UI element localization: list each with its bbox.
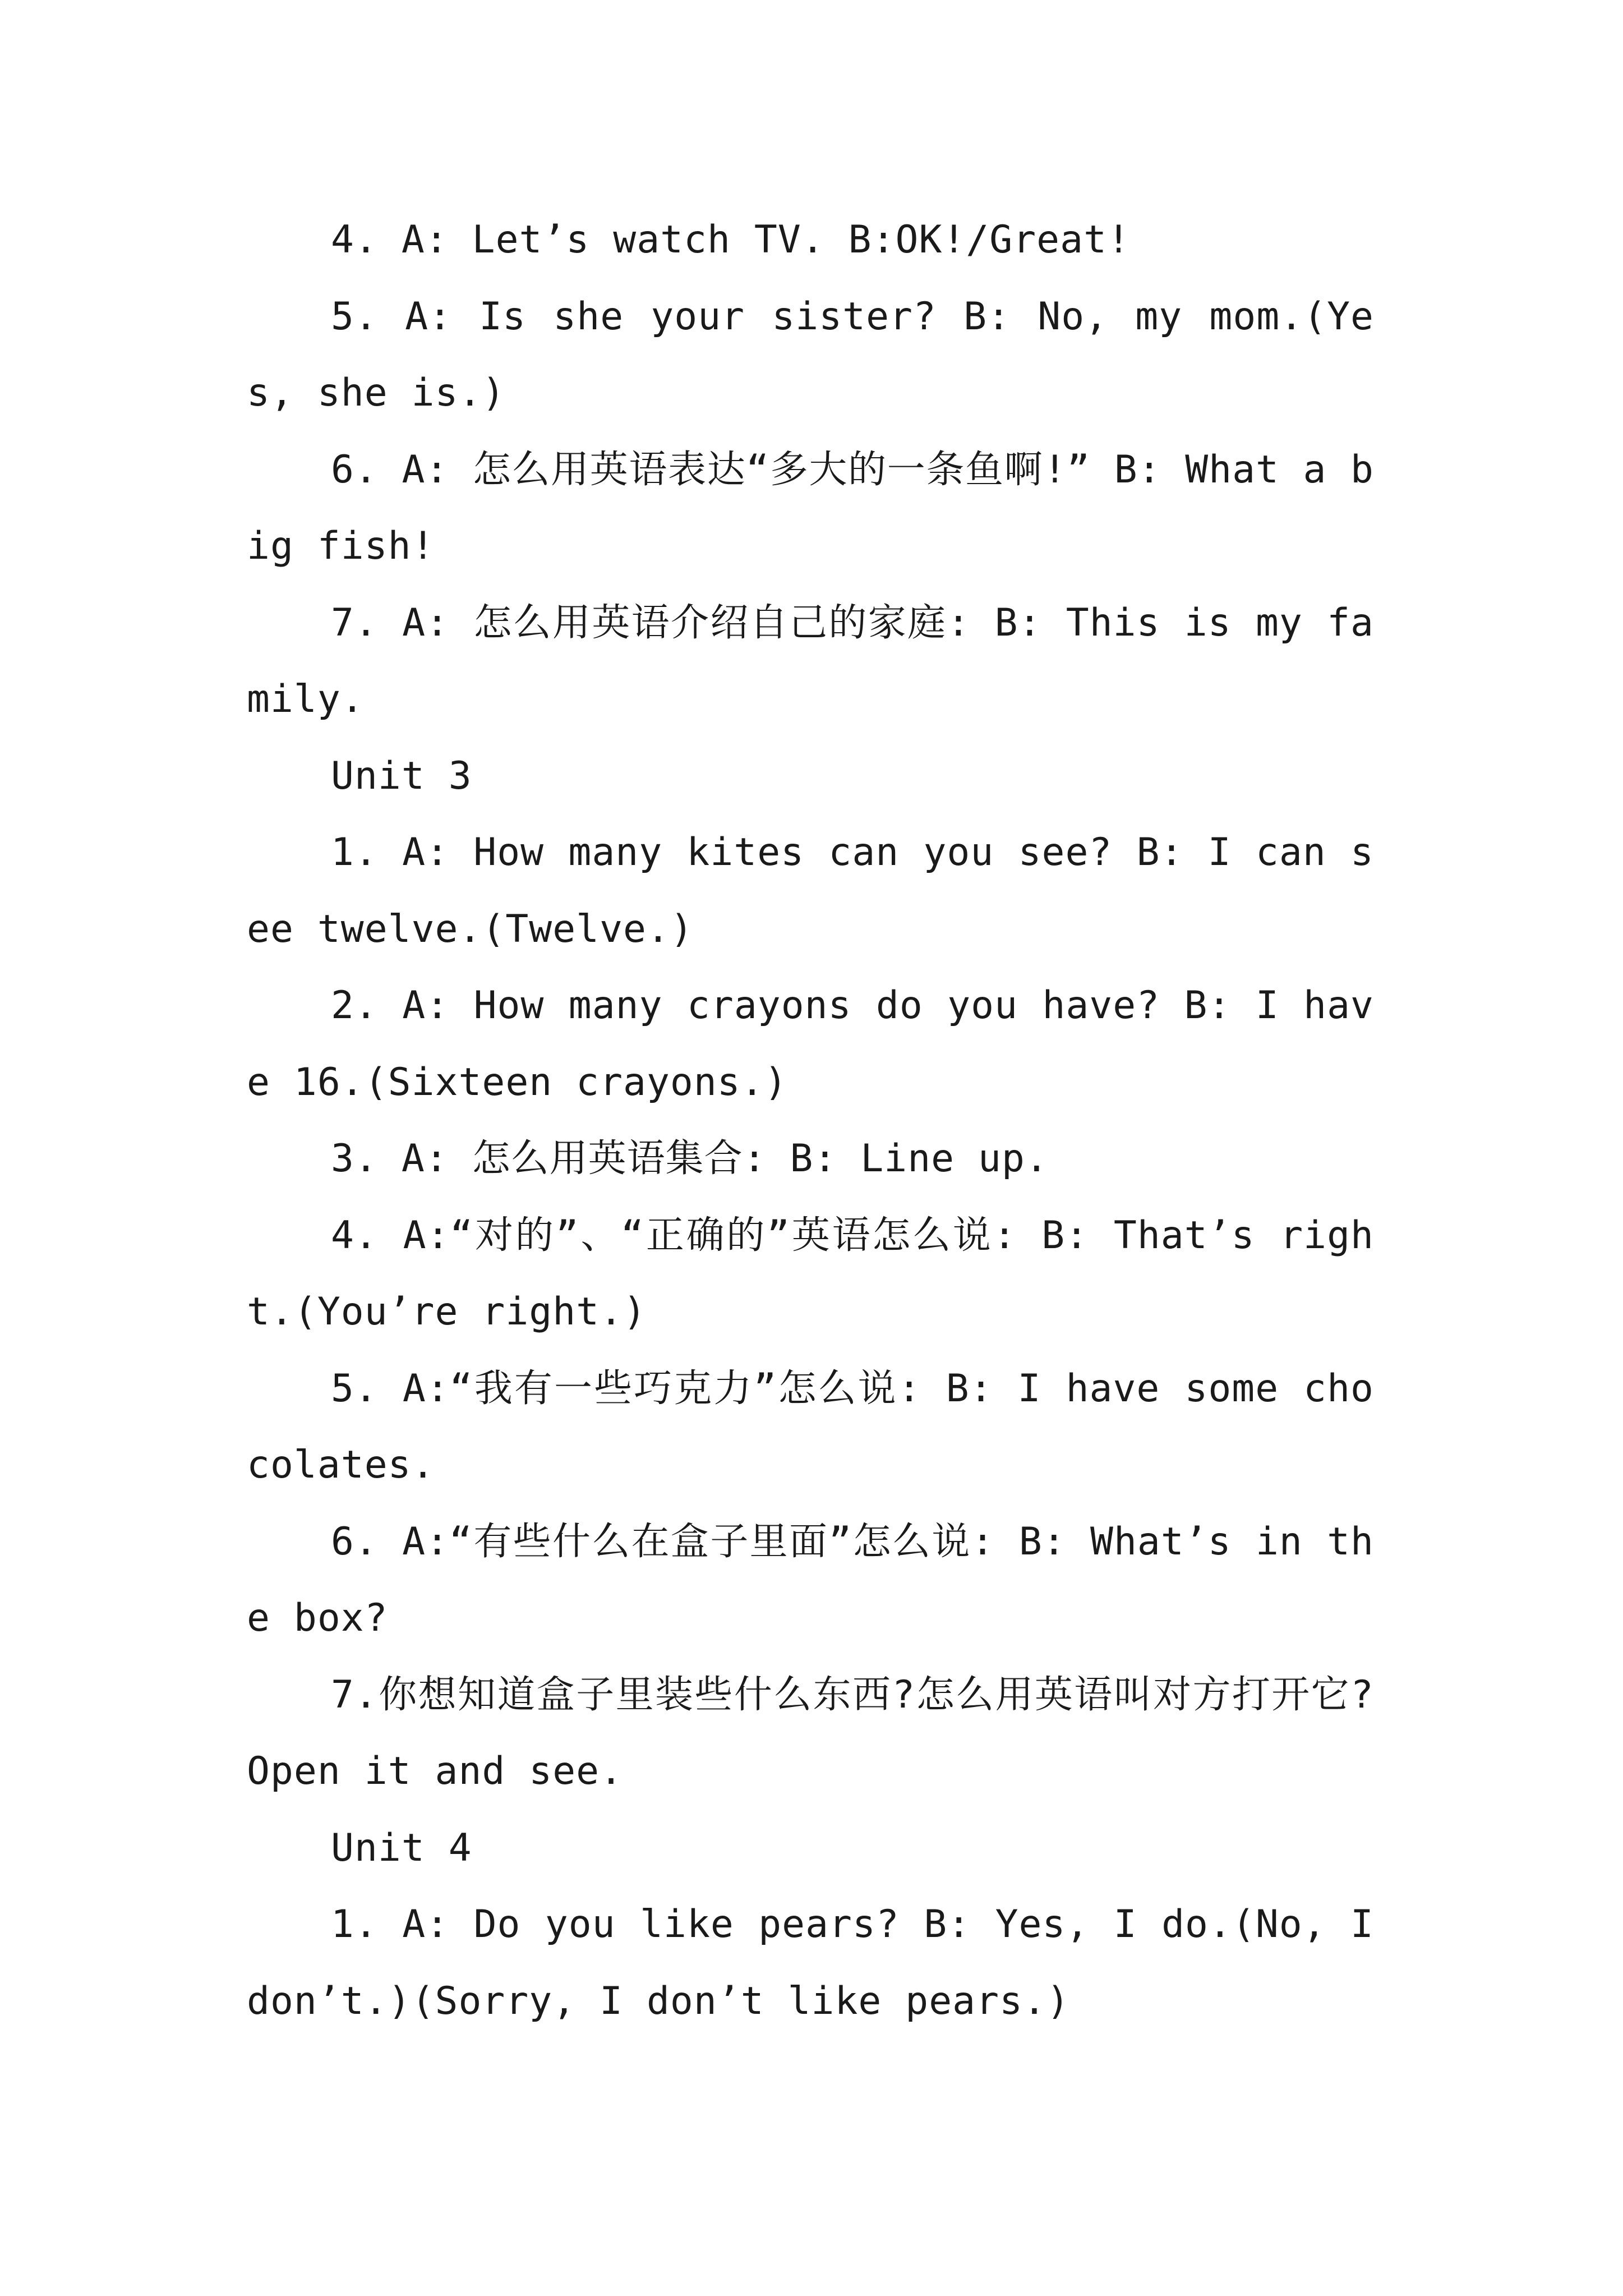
dialogue-line: 7.你想知道盒子里装些什么东西?怎么用英语叫对方打开它?Open it and see. [247, 1672, 1374, 1793]
dialogue-line: 1. A: Do you like pears? B: Yes, I do.(No, I don’t.)(Sorry, I don’t like pears.) [247, 1902, 1374, 2023]
dialogue-line: 6. A: 怎么用英语表达“多大的一条鱼啊!” B: What a big fish! [247, 447, 1374, 568]
dialogue-line: 1. A: How many kites can you see? B: I can see twelve.(Twelve.) [247, 830, 1374, 951]
dialogue-line: 3. A: 怎么用英语集合: B: Line up. [331, 1137, 1049, 1181]
dialogue-line: 5. A: Is she your sister? B: No, my mom.(Yes, she is.) [247, 294, 1374, 415]
unit-heading: Unit 4 [331, 1825, 472, 1870]
unit-heading: Unit 3 [331, 753, 472, 798]
dialogue-line: 5. A:“我有一些巧克力”怎么说: B: I have some chocolates. [247, 1366, 1374, 1487]
dialogue-line: 7. A: 怎么用英语介绍自己的家庭: B: This is my family. [247, 600, 1374, 721]
document-body [247, 202, 1374, 2040]
dialogue-line: 4. A: Let’s watch TV. B:OK!/Great! [331, 218, 1131, 262]
dialogue-line: 6. A:“有些什么在盒子里面”怎么说: B: What’s in the box? [247, 1519, 1374, 1640]
dialogue-line: 2. A: How many crayons do you have? B: I have 16.(Sixteen crayons.) [247, 983, 1374, 1105]
dialogue-line: 4. A:“对的”、“正确的”英语怎么说: B: That’s right.(You’re right.) [247, 1213, 1374, 1334]
